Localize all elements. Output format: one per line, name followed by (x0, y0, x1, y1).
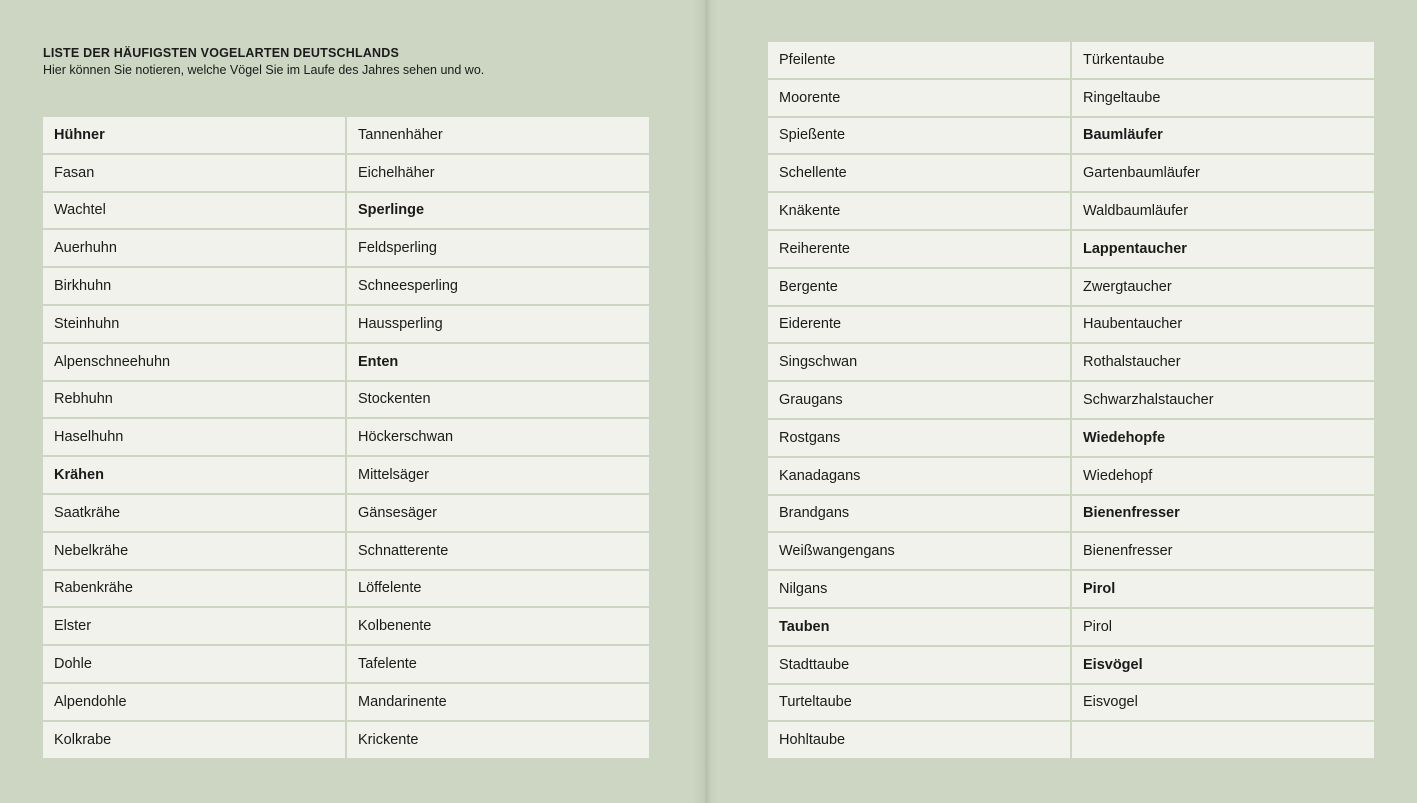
bird-name-cell: Haselhuhn (43, 419, 345, 455)
bird-name-cell: Nebelkrähe (43, 533, 345, 569)
bird-name-cell: Stockenten (347, 382, 649, 418)
page-subtitle: Hier können Sie notieren, welche Vögel Sie im Laufe des Jahres sehen und wo. (43, 63, 485, 77)
bird-name-cell: Nilgans (768, 571, 1070, 607)
bird-name-cell: Löffelente (347, 571, 649, 607)
bird-name-cell: Eiderente (768, 307, 1070, 343)
bird-name-cell: Ringeltaube (1072, 80, 1374, 116)
bird-name-cell: Weißwangengans (768, 533, 1070, 569)
category-heading-cell: Sperlinge (347, 193, 649, 229)
bird-name-cell: Pirol (1072, 609, 1374, 645)
bird-list-table-right (768, 42, 1374, 758)
right-page (712, 0, 1417, 803)
bird-name-cell: Bergente (768, 269, 1070, 305)
bird-name-cell: Feldsperling (347, 230, 649, 266)
page-header (43, 46, 484, 78)
category-heading-cell: Pirol (1072, 571, 1374, 607)
bird-name-cell: Gartenbaumläufer (1072, 155, 1374, 191)
bird-name-cell: Türkentaube (1072, 42, 1374, 78)
bird-name-cell: Eisvogel (1072, 685, 1374, 721)
bird-name-cell: Kanadagans (768, 458, 1070, 494)
bird-name-cell: Kolkrabe (43, 722, 345, 758)
left-page (0, 0, 706, 803)
bird-name-cell: Tannenhäher (347, 117, 649, 153)
bird-name-cell: Krickente (347, 722, 649, 758)
bird-name-cell: Wiedehopf (1072, 458, 1374, 494)
bird-name-cell: Moorente (768, 80, 1070, 116)
bird-name-cell: Eichelhäher (347, 155, 649, 191)
bird-name-cell: Elster (43, 608, 345, 644)
bird-name-cell: Alpendohle (43, 684, 345, 720)
bird-name-cell: Rothalstaucher (1072, 344, 1374, 380)
bird-list-table-left (43, 117, 649, 758)
bird-name-cell: Schneesperling (347, 268, 649, 304)
bird-name-cell: Haubentaucher (1072, 307, 1374, 343)
category-heading-cell: Hühner (43, 117, 345, 153)
page-title: LISTE DER HÄUFIGSTEN VOGELARTEN DEUTSCHLANDS (43, 46, 400, 60)
category-heading-cell: Wiedehopfe (1072, 420, 1374, 456)
bird-name-cell: Spießente (768, 118, 1070, 154)
bird-name-cell: Waldbaumläufer (1072, 193, 1374, 229)
bird-name-cell: Birkhuhn (43, 268, 345, 304)
bird-name-cell: Pfeilente (768, 42, 1070, 78)
bird-name-cell: Zwergtaucher (1072, 269, 1374, 305)
bird-name-cell: Alpenschneehuhn (43, 344, 345, 380)
bird-name-cell: Singschwan (768, 344, 1070, 380)
bird-name-cell: Schnatterente (347, 533, 649, 569)
bird-name-cell: Fasan (43, 155, 345, 191)
bird-name-cell: Kolbenente (347, 608, 649, 644)
bird-name-cell: Dohle (43, 646, 345, 682)
bird-name-cell: Haussperling (347, 306, 649, 342)
bird-name-cell: Bienenfresser (1072, 533, 1374, 569)
bird-name-cell: Schwarzhalstaucher (1072, 382, 1374, 418)
bird-name-cell: Hohltaube (768, 722, 1070, 758)
bird-name-cell: Gänsesäger (347, 495, 649, 531)
bird-name-cell: Steinhuhn (43, 306, 345, 342)
category-heading-cell: Lappentaucher (1072, 231, 1374, 267)
bird-name-cell: Turteltaube (768, 685, 1070, 721)
empty-cell (1072, 722, 1374, 758)
book-gutter (692, 0, 718, 803)
bird-name-cell: Knäkente (768, 193, 1070, 229)
bird-name-cell: Mittelsäger (347, 457, 649, 493)
bird-name-cell: Rabenkrähe (43, 571, 345, 607)
bird-name-cell: Mandarinente (347, 684, 649, 720)
bird-name-cell: Stadttaube (768, 647, 1070, 683)
category-heading-cell: Tauben (768, 609, 1070, 645)
category-heading-cell: Baumläufer (1072, 118, 1374, 154)
bird-name-cell: Höckerschwan (347, 419, 649, 455)
category-heading-cell: Krähen (43, 457, 345, 493)
bird-name-cell: Saatkrähe (43, 495, 345, 531)
bird-name-cell: Brandgans (768, 496, 1070, 532)
bird-name-cell: Tafelente (347, 646, 649, 682)
bird-name-cell: Rostgans (768, 420, 1070, 456)
bird-name-cell: Rebhuhn (43, 382, 345, 418)
category-heading-cell: Bienenfresser (1072, 496, 1374, 532)
bird-name-cell: Wachtel (43, 193, 345, 229)
bird-name-cell: Schellente (768, 155, 1070, 191)
bird-name-cell: Reiherente (768, 231, 1070, 267)
category-heading-cell: Eisvögel (1072, 647, 1374, 683)
category-heading-cell: Enten (347, 344, 649, 380)
bird-name-cell: Auerhuhn (43, 230, 345, 266)
bird-name-cell: Graugans (768, 382, 1070, 418)
